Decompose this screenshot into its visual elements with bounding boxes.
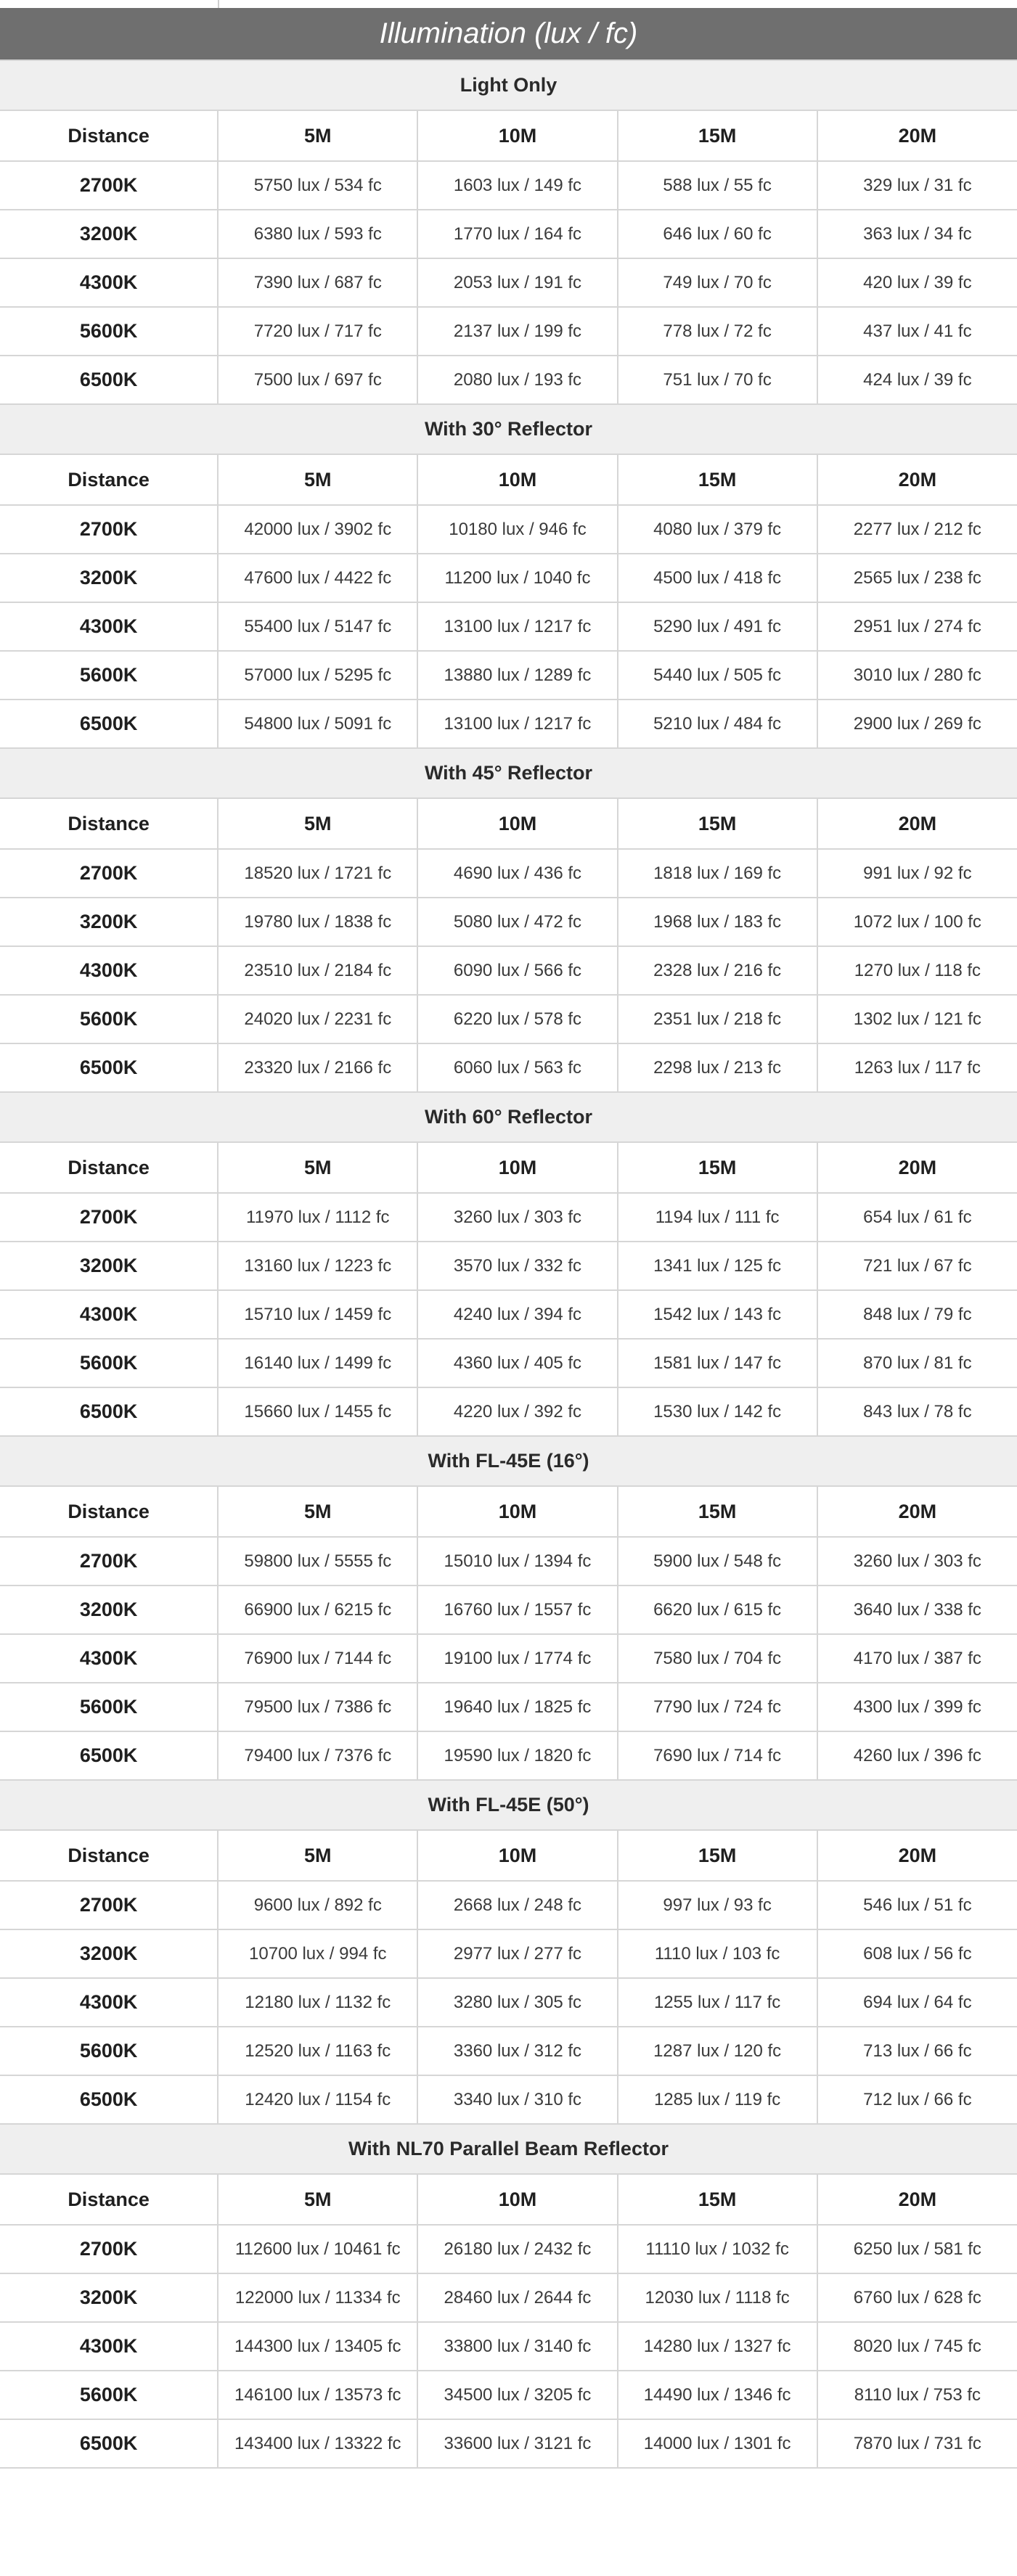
color-temperature-label: 5600K (0, 995, 218, 1043)
illumination-value-cell: 14000 lux / 1301 fc (618, 2419, 817, 2468)
table-row (0, 2027, 1017, 2075)
color-temperature-label: 6500K (0, 1043, 218, 1092)
color-temperature-label: 2700K (0, 2225, 218, 2273)
illumination-value-cell: 9600 lux / 892 fc (218, 1881, 417, 1929)
section-title: With 30° Reflector (0, 404, 1017, 454)
illumination-value-cell: 11110 lux / 1032 fc (618, 2225, 817, 2273)
color-temperature-label: 5600K (0, 2371, 218, 2419)
illumination-value-cell: 4360 lux / 405 fc (417, 1339, 617, 1387)
illumination-value-cell: 5440 lux / 505 fc (618, 651, 817, 700)
column-header-distance-value: 20M (817, 110, 1017, 161)
illumination-value-cell: 654 lux / 61 fc (817, 1193, 1017, 1242)
color-temperature-label: 5600K (0, 1339, 218, 1387)
illumination-value-cell: 4080 lux / 379 fc (618, 505, 817, 554)
color-temperature-label: 6500K (0, 700, 218, 748)
section-header-row (0, 60, 1017, 110)
table-row (0, 651, 1017, 700)
table-row (0, 1881, 1017, 1929)
column-header-distance-value: 15M (618, 1486, 817, 1537)
color-temperature-label: 6500K (0, 356, 218, 404)
illumination-value-cell: 10180 lux / 946 fc (417, 505, 617, 554)
illumination-value-cell: 11200 lux / 1040 fc (417, 554, 617, 602)
illumination-value-cell: 1603 lux / 149 fc (417, 161, 617, 210)
illumination-value-cell: 712 lux / 66 fc (817, 2075, 1017, 2124)
column-header-distance: Distance (0, 110, 218, 161)
illumination-value-cell: 694 lux / 64 fc (817, 1978, 1017, 2027)
section-title: With 60° Reflector (0, 1092, 1017, 1142)
column-header-distance-value: 15M (618, 110, 817, 161)
illumination-value-cell: 1270 lux / 118 fc (817, 946, 1017, 995)
table-row (0, 1634, 1017, 1683)
illumination-value-cell: 6620 lux / 615 fc (618, 1586, 817, 1634)
illumination-value-cell: 146100 lux / 13573 fc (218, 2371, 417, 2419)
top-border (0, 0, 1017, 8)
color-temperature-label: 6500K (0, 2075, 218, 2124)
column-header-distance-value: 10M (417, 1486, 617, 1537)
color-temperature-label: 3200K (0, 2273, 218, 2322)
illumination-value-cell: 5290 lux / 491 fc (618, 602, 817, 651)
table-row (0, 2225, 1017, 2273)
illumination-value-cell: 4500 lux / 418 fc (618, 554, 817, 602)
column-header-distance-value: 20M (817, 1142, 1017, 1193)
illumination-value-cell: 646 lux / 60 fc (618, 210, 817, 258)
illumination-value-cell: 28460 lux / 2644 fc (417, 2273, 617, 2322)
table-row (0, 1193, 1017, 1242)
illumination-value-cell: 6090 lux / 566 fc (417, 946, 617, 995)
color-temperature-label: 4300K (0, 1978, 218, 2027)
illumination-value-cell: 713 lux / 66 fc (817, 2027, 1017, 2075)
table-row (0, 1731, 1017, 1780)
illumination-value-cell: 3570 lux / 332 fc (417, 1242, 617, 1290)
color-temperature-label: 4300K (0, 258, 218, 307)
illumination-value-cell: 7390 lux / 687 fc (218, 258, 417, 307)
illumination-value-cell: 33800 lux / 3140 fc (417, 2322, 617, 2371)
color-temperature-label: 3200K (0, 898, 218, 946)
color-temperature-label: 4300K (0, 2322, 218, 2371)
column-header-distance-value: 20M (817, 2174, 1017, 2225)
illumination-value-cell: 59800 lux / 5555 fc (218, 1537, 417, 1586)
illumination-value-cell: 19780 lux / 1838 fc (218, 898, 417, 946)
table-row (0, 356, 1017, 404)
color-temperature-label: 3200K (0, 210, 218, 258)
column-header-row (0, 1142, 1017, 1193)
color-temperature-label: 2700K (0, 1881, 218, 1929)
illumination-value-cell: 3360 lux / 312 fc (417, 2027, 617, 2075)
column-header-distance-value: 5M (218, 798, 417, 849)
illumination-value-cell: 15710 lux / 1459 fc (218, 1290, 417, 1339)
color-temperature-label: 5600K (0, 651, 218, 700)
illumination-value-cell: 79400 lux / 7376 fc (218, 1731, 417, 1780)
illumination-value-cell: 7500 lux / 697 fc (218, 356, 417, 404)
section-title: With FL-45E (50°) (0, 1780, 1017, 1830)
color-temperature-label: 3200K (0, 1929, 218, 1978)
illumination-value-cell: 76900 lux / 7144 fc (218, 1634, 417, 1683)
table-row (0, 258, 1017, 307)
illumination-value-cell: 66900 lux / 6215 fc (218, 1586, 417, 1634)
column-header-distance-value: 20M (817, 798, 1017, 849)
illumination-value-cell: 15010 lux / 1394 fc (417, 1537, 617, 1586)
illumination-value-cell: 15660 lux / 1455 fc (218, 1387, 417, 1436)
illumination-value-cell: 122000 lux / 11334 fc (218, 2273, 417, 2322)
illumination-value-cell: 34500 lux / 3205 fc (417, 2371, 617, 2419)
illumination-value-cell: 16760 lux / 1557 fc (417, 1586, 617, 1634)
column-header-distance-value: 10M (417, 798, 617, 849)
illumination-value-cell: 55400 lux / 5147 fc (218, 602, 417, 651)
column-header-row (0, 1486, 1017, 1537)
table-row (0, 210, 1017, 258)
illumination-value-cell: 778 lux / 72 fc (618, 307, 817, 356)
table-row (0, 1242, 1017, 1290)
table-title: Illumination (lux / fc) (0, 8, 1017, 60)
table-row (0, 554, 1017, 602)
illumination-value-cell: 848 lux / 79 fc (817, 1290, 1017, 1339)
illumination-value-cell: 14280 lux / 1327 fc (618, 2322, 817, 2371)
color-temperature-label: 4300K (0, 1290, 218, 1339)
color-temperature-label: 6500K (0, 1387, 218, 1436)
illumination-value-cell: 16140 lux / 1499 fc (218, 1339, 417, 1387)
color-temperature-label: 6500K (0, 1731, 218, 1780)
column-header-distance-value: 5M (218, 1830, 417, 1881)
illumination-value-cell: 42000 lux / 3902 fc (218, 505, 417, 554)
illumination-value-cell: 437 lux / 41 fc (817, 307, 1017, 356)
color-temperature-label: 4300K (0, 602, 218, 651)
column-header-distance: Distance (0, 1830, 218, 1881)
color-temperature-label: 6500K (0, 2419, 218, 2468)
illumination-value-cell: 749 lux / 70 fc (618, 258, 817, 307)
table-row (0, 700, 1017, 748)
illumination-value-cell: 33600 lux / 3121 fc (417, 2419, 617, 2468)
illumination-value-cell: 1255 lux / 117 fc (618, 1978, 817, 2027)
illumination-value-cell: 3340 lux / 310 fc (417, 2075, 617, 2124)
table-row (0, 1929, 1017, 1978)
illumination-value-cell: 13100 lux / 1217 fc (417, 700, 617, 748)
illumination-value-cell: 843 lux / 78 fc (817, 1387, 1017, 1436)
illumination-value-cell: 991 lux / 92 fc (817, 849, 1017, 898)
column-divider (218, 0, 219, 8)
color-temperature-label: 4300K (0, 1634, 218, 1683)
illumination-value-cell: 1542 lux / 143 fc (618, 1290, 817, 1339)
illumination-value-cell: 4240 lux / 394 fc (417, 1290, 617, 1339)
table-row (0, 602, 1017, 651)
column-header-distance-value: 5M (218, 1142, 417, 1193)
color-temperature-label: 2700K (0, 1537, 218, 1586)
section-header-row (0, 1436, 1017, 1486)
illumination-value-cell: 1285 lux / 119 fc (618, 2075, 817, 2124)
illumination-value-cell: 10700 lux / 994 fc (218, 1929, 417, 1978)
color-temperature-label: 3200K (0, 554, 218, 602)
illumination-value-cell: 5750 lux / 534 fc (218, 161, 417, 210)
table-row (0, 1978, 1017, 2027)
illumination-value-cell: 1072 lux / 100 fc (817, 898, 1017, 946)
table-row (0, 1387, 1017, 1436)
table-row (0, 505, 1017, 554)
illumination-value-cell: 329 lux / 31 fc (817, 161, 1017, 210)
table-row (0, 849, 1017, 898)
illumination-value-cell: 1287 lux / 120 fc (618, 2027, 817, 2075)
illumination-value-cell: 1341 lux / 125 fc (618, 1242, 817, 1290)
illumination-value-cell: 2080 lux / 193 fc (417, 356, 617, 404)
column-header-distance-value: 10M (417, 2174, 617, 2225)
column-header-distance: Distance (0, 1142, 218, 1193)
illumination-value-cell: 424 lux / 39 fc (817, 356, 1017, 404)
illumination-value-cell: 7690 lux / 714 fc (618, 1731, 817, 1780)
section-title: With 45° Reflector (0, 748, 1017, 798)
illumination-value-cell: 4170 lux / 387 fc (817, 1634, 1017, 1683)
column-header-distance-value: 15M (618, 2174, 817, 2225)
illumination-value-cell: 112600 lux / 10461 fc (218, 2225, 417, 2273)
column-header-row (0, 2174, 1017, 2225)
illumination-value-cell: 2951 lux / 274 fc (817, 602, 1017, 651)
illumination-value-cell: 2900 lux / 269 fc (817, 700, 1017, 748)
column-header-distance-value: 10M (417, 1830, 617, 1881)
section-header-row (0, 404, 1017, 454)
illumination-value-cell: 588 lux / 55 fc (618, 161, 817, 210)
table-row (0, 1339, 1017, 1387)
illumination-value-cell: 3280 lux / 305 fc (417, 1978, 617, 2027)
table-row (0, 1586, 1017, 1634)
illumination-value-cell: 19590 lux / 1820 fc (417, 1731, 617, 1780)
table-row (0, 2322, 1017, 2371)
illumination-value-cell: 2053 lux / 191 fc (417, 258, 617, 307)
column-header-row (0, 110, 1017, 161)
illumination-value-cell: 6380 lux / 593 fc (218, 210, 417, 258)
illumination-value-cell: 721 lux / 67 fc (817, 1242, 1017, 1290)
illumination-value-cell: 1581 lux / 147 fc (618, 1339, 817, 1387)
illumination-value-cell: 1302 lux / 121 fc (817, 995, 1017, 1043)
illumination-value-cell: 8110 lux / 753 fc (817, 2371, 1017, 2419)
column-header-distance: Distance (0, 1486, 218, 1537)
illumination-value-cell: 19640 lux / 1825 fc (417, 1683, 617, 1731)
illumination-value-cell: 13160 lux / 1223 fc (218, 1242, 417, 1290)
color-temperature-label: 3200K (0, 1242, 218, 1290)
illumination-value-cell: 420 lux / 39 fc (817, 258, 1017, 307)
illumination-value-cell: 1110 lux / 103 fc (618, 1929, 817, 1978)
table-row (0, 1537, 1017, 1586)
column-header-distance-value: 5M (218, 454, 417, 505)
illumination-value-cell: 2277 lux / 212 fc (817, 505, 1017, 554)
illumination-value-cell: 7790 lux / 724 fc (618, 1683, 817, 1731)
color-temperature-label: 3200K (0, 1586, 218, 1634)
table-row (0, 995, 1017, 1043)
illumination-value-cell: 6060 lux / 563 fc (417, 1043, 617, 1092)
column-header-distance-value: 10M (417, 454, 617, 505)
illumination-value-cell: 5900 lux / 548 fc (618, 1537, 817, 1586)
column-header-distance-value: 5M (218, 1486, 417, 1537)
section-header-row (0, 1780, 1017, 1830)
column-header-distance-value: 15M (618, 798, 817, 849)
color-temperature-label: 2700K (0, 1193, 218, 1242)
illumination-value-cell: 13100 lux / 1217 fc (417, 602, 617, 651)
table-row (0, 161, 1017, 210)
illumination-value-cell: 4220 lux / 392 fc (417, 1387, 617, 1436)
illumination-value-cell: 6220 lux / 578 fc (417, 995, 617, 1043)
table-row (0, 898, 1017, 946)
illumination-value-cell: 7580 lux / 704 fc (618, 1634, 817, 1683)
table-row (0, 1043, 1017, 1092)
section-title: With FL-45E (16°) (0, 1436, 1017, 1486)
illumination-value-cell: 997 lux / 93 fc (618, 1881, 817, 1929)
column-header-distance-value: 15M (618, 1142, 817, 1193)
illumination-value-cell: 363 lux / 34 fc (817, 210, 1017, 258)
illumination-value-cell: 5080 lux / 472 fc (417, 898, 617, 946)
illumination-value-cell: 79500 lux / 7386 fc (218, 1683, 417, 1731)
illumination-value-cell: 23320 lux / 2166 fc (218, 1043, 417, 1092)
column-header-distance: Distance (0, 454, 218, 505)
column-header-distance-value: 20M (817, 1486, 1017, 1537)
illumination-value-cell: 19100 lux / 1774 fc (417, 1634, 617, 1683)
table-row (0, 946, 1017, 995)
illumination-value-cell: 8020 lux / 745 fc (817, 2322, 1017, 2371)
illumination-value-cell: 1530 lux / 142 fc (618, 1387, 817, 1436)
illumination-value-cell: 1194 lux / 111 fc (618, 1193, 817, 1242)
illumination-value-cell: 23510 lux / 2184 fc (218, 946, 417, 995)
column-header-row (0, 454, 1017, 505)
column-header-distance-value: 15M (618, 454, 817, 505)
illumination-table (0, 60, 1017, 2469)
illumination-value-cell: 2351 lux / 218 fc (618, 995, 817, 1043)
illumination-value-cell: 4260 lux / 396 fc (817, 1731, 1017, 1780)
illumination-value-cell: 18520 lux / 1721 fc (218, 849, 417, 898)
table-row (0, 2273, 1017, 2322)
illumination-value-cell: 12030 lux / 1118 fc (618, 2273, 817, 2322)
illumination-value-cell: 12420 lux / 1154 fc (218, 2075, 417, 2124)
illumination-value-cell: 6250 lux / 581 fc (817, 2225, 1017, 2273)
illumination-value-cell: 47600 lux / 4422 fc (218, 554, 417, 602)
column-header-row (0, 1830, 1017, 1881)
illumination-value-cell: 2298 lux / 213 fc (618, 1043, 817, 1092)
section-header-row (0, 1092, 1017, 1142)
illumination-value-cell: 2668 lux / 248 fc (417, 1881, 617, 1929)
illumination-value-cell: 2565 lux / 238 fc (817, 554, 1017, 602)
illumination-value-cell: 546 lux / 51 fc (817, 1881, 1017, 1929)
table-row (0, 2419, 1017, 2468)
illumination-value-cell: 7720 lux / 717 fc (218, 307, 417, 356)
illumination-value-cell: 57000 lux / 5295 fc (218, 651, 417, 700)
illumination-value-cell: 7870 lux / 731 fc (817, 2419, 1017, 2468)
illumination-value-cell: 2977 lux / 277 fc (417, 1929, 617, 1978)
illumination-value-cell: 13880 lux / 1289 fc (417, 651, 617, 700)
illumination-value-cell: 5210 lux / 484 fc (618, 700, 817, 748)
illumination-value-cell: 2328 lux / 216 fc (618, 946, 817, 995)
illumination-value-cell: 751 lux / 70 fc (618, 356, 817, 404)
color-temperature-label: 4300K (0, 946, 218, 995)
color-temperature-label: 5600K (0, 2027, 218, 2075)
illumination-value-cell: 4690 lux / 436 fc (417, 849, 617, 898)
illumination-value-cell: 144300 lux / 13405 fc (218, 2322, 417, 2371)
illumination-value-cell: 11970 lux / 1112 fc (218, 1193, 417, 1242)
illumination-value-cell: 4300 lux / 399 fc (817, 1683, 1017, 1731)
illumination-value-cell: 1968 lux / 183 fc (618, 898, 817, 946)
illumination-value-cell: 870 lux / 81 fc (817, 1339, 1017, 1387)
column-header-distance-value: 10M (417, 110, 617, 161)
color-temperature-label: 5600K (0, 1683, 218, 1731)
illumination-value-cell: 1770 lux / 164 fc (417, 210, 617, 258)
illumination-value-cell: 1818 lux / 169 fc (618, 849, 817, 898)
table-row (0, 2075, 1017, 2124)
color-temperature-label: 2700K (0, 849, 218, 898)
section-header-row (0, 748, 1017, 798)
illumination-value-cell: 3640 lux / 338 fc (817, 1586, 1017, 1634)
column-header-distance-value: 15M (618, 1830, 817, 1881)
illumination-value-cell: 2137 lux / 199 fc (417, 307, 617, 356)
illumination-value-cell: 608 lux / 56 fc (817, 1929, 1017, 1978)
color-temperature-label: 5600K (0, 307, 218, 356)
table-row (0, 2371, 1017, 2419)
table-row (0, 1290, 1017, 1339)
illumination-value-cell: 143400 lux / 13322 fc (218, 2419, 417, 2468)
illumination-value-cell: 24020 lux / 2231 fc (218, 995, 417, 1043)
illumination-value-cell: 26180 lux / 2432 fc (417, 2225, 617, 2273)
illumination-value-cell: 12180 lux / 1132 fc (218, 1978, 417, 2027)
illumination-value-cell: 54800 lux / 5091 fc (218, 700, 417, 748)
section-title: With NL70 Parallel Beam Reflector (0, 2124, 1017, 2174)
color-temperature-label: 2700K (0, 161, 218, 210)
illumination-value-cell: 3010 lux / 280 fc (817, 651, 1017, 700)
section-title: Light Only (0, 60, 1017, 110)
illumination-value-cell: 3260 lux / 303 fc (817, 1537, 1017, 1586)
color-temperature-label: 2700K (0, 505, 218, 554)
column-header-distance-value: 20M (817, 1830, 1017, 1881)
table-row (0, 1683, 1017, 1731)
column-header-row (0, 798, 1017, 849)
column-header-distance: Distance (0, 2174, 218, 2225)
table-body (0, 60, 1017, 2468)
column-header-distance: Distance (0, 798, 218, 849)
column-header-distance-value: 10M (417, 1142, 617, 1193)
section-header-row (0, 2124, 1017, 2174)
column-header-distance-value: 20M (817, 454, 1017, 505)
illumination-value-cell: 14490 lux / 1346 fc (618, 2371, 817, 2419)
column-header-distance-value: 5M (218, 110, 417, 161)
illumination-value-cell: 12520 lux / 1163 fc (218, 2027, 417, 2075)
illumination-value-cell: 1263 lux / 117 fc (817, 1043, 1017, 1092)
illumination-value-cell: 3260 lux / 303 fc (417, 1193, 617, 1242)
table-row (0, 307, 1017, 356)
column-header-distance-value: 5M (218, 2174, 417, 2225)
illumination-value-cell: 6760 lux / 628 fc (817, 2273, 1017, 2322)
